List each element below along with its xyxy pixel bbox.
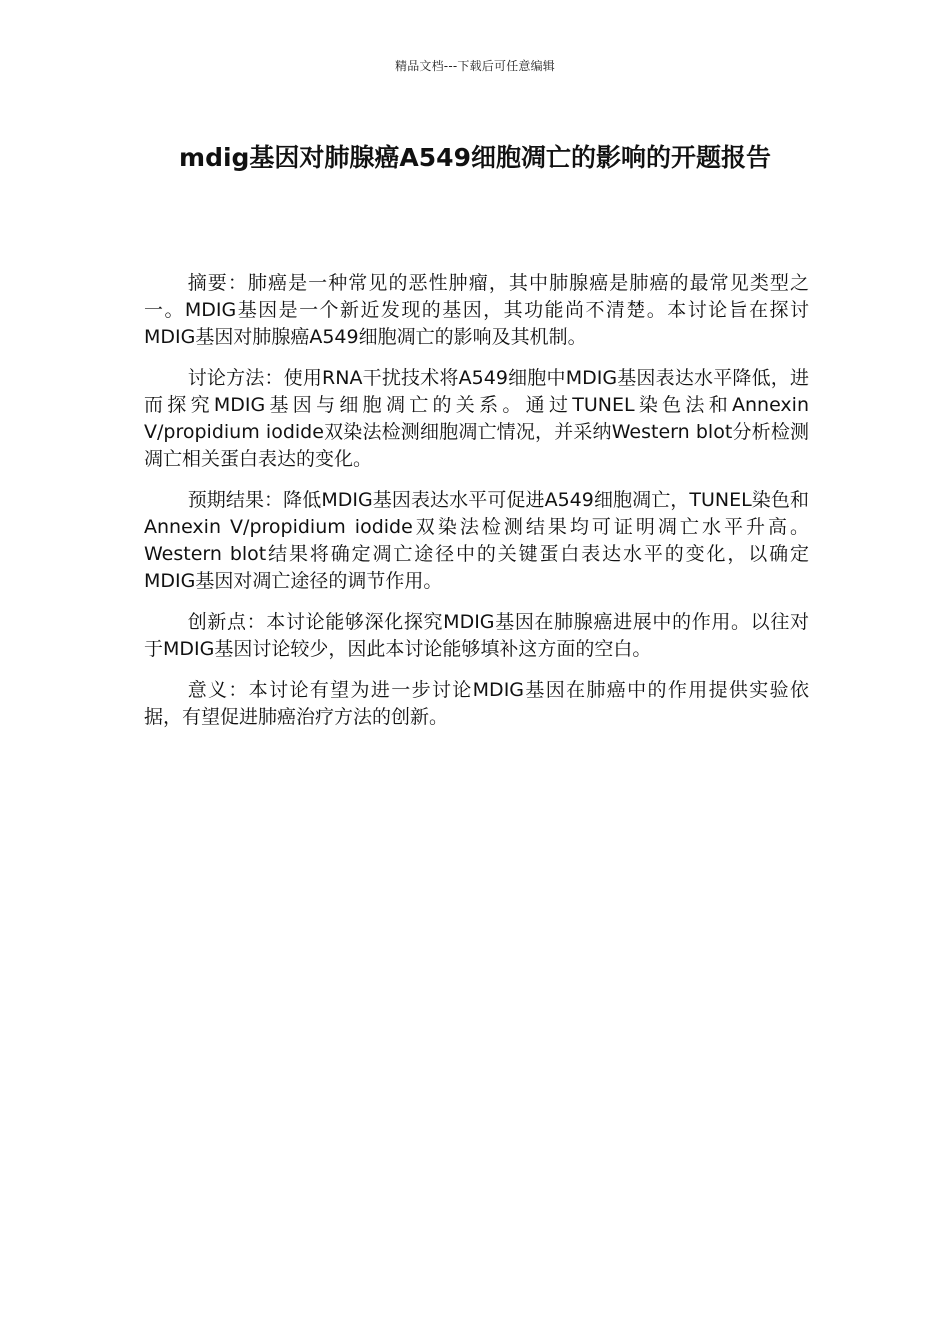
expected-results-paragraph: 预期结果：降低MDIG基因表达水平可促进A549细胞凋亡，TUNEL染色和Annexin V/propidium iodide双染法检测结果均可证明凋亡水平升高。Western blot结果将确定凋亡途径中的关键蛋白表达水平的变化，以确定MDIG基因对凋亡途径的调节作用。 [144,489,809,592]
document-body [144,270,809,745]
methods-paragraph: 讨论方法：使用RNA干扰技术将A549细胞中MDIG基因表达水平降低，进而探究MDIG基因与细胞凋亡的关系。通过TUNEL染色法和Annexin V/propidium iodide双染法检测细胞凋亡情况，并采纳Western blot分析检测凋亡相关蛋白表达的变化。 [144,367,809,470]
significance-paragraph: 意义：本讨论有望为进一步讨论MDIG基因在肺癌中的作用提供实验依据，有望促进肺癌治疗方法的创新。 [144,679,809,728]
innovation-paragraph: 创新点：本讨论能够深化探究MDIG基因在肺腺癌进展中的作用。以往对于MDIG基因讨论较少，因此本讨论能够填补这方面的空白。 [144,611,809,660]
abstract-paragraph: 摘要：肺癌是一种常见的恶性肿瘤，其中肺腺癌是肺癌的最常见类型之一。MDIG基因是一个新近发现的基因，其功能尚不清楚。本讨论旨在探讨MDIG基因对肺腺癌A549细胞凋亡的影响及其机制。 [144,272,809,348]
header-note: 精品文档---下载后可任意编辑 [395,59,555,73]
document-title: mdig基因对肺腺癌A549细胞凋亡的影响的开题报告 [179,143,771,172]
